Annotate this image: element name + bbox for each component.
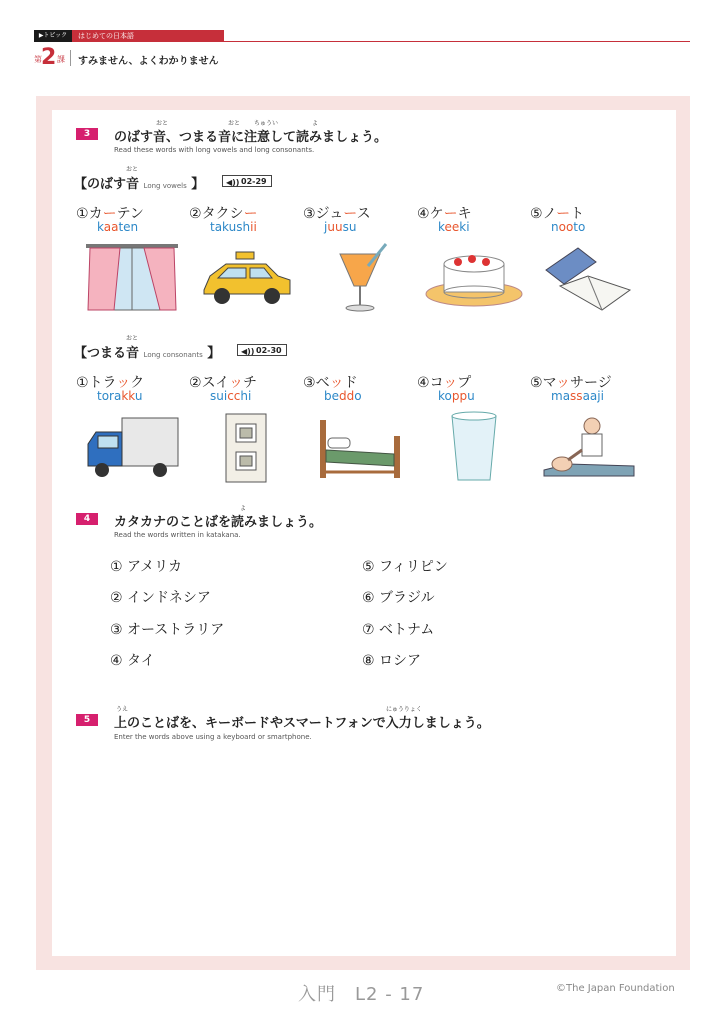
item-number: ⑤ bbox=[530, 375, 543, 391]
romaji-part: be bbox=[324, 389, 339, 403]
word-part: トラ bbox=[88, 375, 117, 391]
romaji-part: aaji bbox=[582, 389, 604, 403]
ruby: よ bbox=[240, 505, 247, 512]
section-4-subtitle: Read the words written in katakana. bbox=[114, 531, 241, 539]
romaji-highlight: kk bbox=[121, 389, 135, 403]
romaji-highlight: pp bbox=[451, 389, 468, 403]
romaji-part: su bbox=[342, 220, 357, 234]
word-part: ク bbox=[130, 375, 145, 391]
bed-icon bbox=[310, 410, 410, 489]
word-part: ケ bbox=[429, 206, 444, 222]
page-number: 入門 L2 - 17 bbox=[298, 984, 425, 1005]
massage-icon bbox=[538, 410, 638, 489]
katakana-word: ⑧ ロシア bbox=[362, 653, 422, 669]
juice-icon bbox=[310, 240, 410, 319]
word-part: キ bbox=[457, 206, 472, 222]
section-5-subtitle: Enter the words above using a keyboard or smartphone. bbox=[114, 733, 312, 741]
ruby: ちゅうい bbox=[254, 120, 279, 127]
romaji-part: ma bbox=[551, 389, 571, 403]
word-part: プ bbox=[457, 375, 472, 391]
long-consonants-label bbox=[74, 342, 220, 361]
item-number: ④ bbox=[417, 375, 430, 391]
cake-icon bbox=[424, 240, 524, 319]
romaji-part: u bbox=[134, 389, 143, 403]
romaji-highlight: dd bbox=[339, 389, 355, 403]
romaji-highlight: aa bbox=[103, 220, 119, 234]
katakana-word: ② インドネシア bbox=[110, 590, 211, 606]
item-number: ① bbox=[76, 375, 89, 391]
item-number: ③ bbox=[303, 206, 316, 222]
label-english: Long vowels bbox=[143, 182, 187, 190]
romaji-part: to bbox=[573, 220, 586, 234]
label-bracket: 】 bbox=[191, 177, 205, 192]
romaji-part: sui bbox=[210, 389, 228, 403]
romaji-part: hi bbox=[240, 389, 252, 403]
romaji-part: takush bbox=[210, 220, 251, 234]
ruby: うえ bbox=[116, 706, 129, 713]
word-part: ノ bbox=[542, 206, 557, 222]
section-4-title: カタカナのことばを読みましょう。 bbox=[114, 515, 323, 530]
item-number: ⑤ bbox=[530, 206, 543, 222]
word-highlight: ッ bbox=[443, 375, 458, 391]
label-text: 【のばす音 bbox=[74, 177, 140, 192]
katakana-word: ④ タイ bbox=[110, 653, 155, 669]
lesson-number: 2 bbox=[41, 45, 57, 70]
word-highlight: ッ bbox=[229, 375, 244, 391]
section-5-title: 上のことばを、キーボードやスマートフォンで入力しましょう。 bbox=[114, 716, 490, 731]
word-highlight: ー bbox=[556, 206, 571, 222]
word-highlight: ー bbox=[443, 206, 458, 222]
lesson-prefix: 第 bbox=[34, 55, 42, 64]
romaji-highlight: ss bbox=[570, 389, 583, 403]
katakana-word: ① アメリカ bbox=[110, 559, 183, 575]
copyright: ©The Japan Foundation bbox=[556, 983, 675, 994]
word-part: スイ bbox=[201, 375, 230, 391]
item-number: ① bbox=[76, 206, 89, 222]
word-romaji bbox=[324, 220, 356, 234]
section-4-number: 4 bbox=[76, 513, 98, 525]
item-number: ② bbox=[189, 375, 202, 391]
ruby: おと bbox=[126, 335, 139, 342]
katakana-word: ⑤ フィリピン bbox=[362, 559, 448, 575]
lesson-title: すみません、よくわかりません bbox=[78, 56, 219, 67]
curtain-icon bbox=[82, 240, 182, 319]
word-part: タクシ bbox=[201, 206, 244, 222]
katakana-word: ⑦ ベトナム bbox=[362, 622, 435, 638]
section-3-title: のばす音、つまる音に注意して読みましょう。 bbox=[114, 130, 388, 145]
romaji-part: ko bbox=[438, 389, 452, 403]
romaji-part: ki bbox=[459, 220, 470, 234]
word-part: マ bbox=[542, 375, 557, 391]
word-highlight: ー bbox=[243, 206, 258, 222]
truck-icon bbox=[82, 410, 182, 489]
word-highlight: ー bbox=[343, 206, 357, 222]
word-part: テン bbox=[116, 206, 144, 222]
speaker-icon: ◀)) bbox=[241, 347, 255, 356]
word-highlight: ッ bbox=[329, 375, 344, 391]
word-romaji bbox=[438, 220, 470, 234]
ruby: おと bbox=[126, 166, 139, 173]
item-number: ③ bbox=[303, 375, 316, 391]
topic-tag: ▶トピック bbox=[34, 30, 72, 42]
section-5-number: 5 bbox=[76, 714, 98, 726]
word-part: ジュ bbox=[315, 206, 344, 222]
section-3-subtitle: Read these words with long vowels and long consonants. bbox=[114, 146, 315, 154]
word-highlight: ッ bbox=[556, 375, 571, 391]
audio-track-number: 02-29 bbox=[241, 177, 267, 186]
romaji-highlight: uu bbox=[327, 220, 343, 234]
ruby: おと bbox=[156, 120, 169, 127]
word-romaji bbox=[551, 389, 604, 403]
romaji-highlight: cc bbox=[227, 389, 241, 403]
romaji-part: u bbox=[467, 389, 475, 403]
romaji-part: n bbox=[551, 220, 559, 234]
taxi-icon bbox=[196, 240, 296, 319]
word-romaji bbox=[97, 220, 138, 234]
speaker-icon: ◀)) bbox=[226, 178, 240, 187]
word-part: ス bbox=[356, 206, 371, 222]
header-divider bbox=[70, 50, 71, 66]
word-highlight: ー bbox=[102, 206, 117, 222]
romaji-part: k bbox=[97, 220, 104, 234]
romaji-part: tora bbox=[97, 389, 122, 403]
book-title: はじめての日本語 bbox=[72, 30, 224, 42]
katakana-word: ⑥ ブラジル bbox=[362, 590, 435, 606]
notebook-icon bbox=[538, 240, 638, 319]
label-english: Long consonants bbox=[143, 351, 203, 359]
word-part: コ bbox=[429, 375, 444, 391]
word-romaji bbox=[210, 220, 257, 234]
item-number: ④ bbox=[417, 206, 430, 222]
switch-icon bbox=[196, 410, 296, 489]
audio-track-button[interactable] bbox=[237, 344, 287, 356]
audio-track-number: 02-30 bbox=[256, 346, 282, 355]
romaji-part: k bbox=[438, 220, 445, 234]
header-rule bbox=[224, 41, 690, 42]
word-romaji bbox=[551, 220, 585, 234]
word-romaji bbox=[210, 389, 251, 403]
romaji-part: ten bbox=[118, 220, 139, 234]
lesson-suffix: 課 bbox=[57, 55, 65, 64]
word-part: ト bbox=[570, 206, 585, 222]
word-romaji bbox=[324, 389, 362, 403]
word-part: カ bbox=[88, 206, 103, 222]
romaji-highlight: ee bbox=[444, 220, 460, 234]
ruby: おと bbox=[228, 120, 241, 127]
word-highlight: ッ bbox=[116, 375, 131, 391]
ruby: にゅうりょく bbox=[386, 706, 422, 713]
word-part: サージ bbox=[570, 375, 612, 391]
cup-icon bbox=[424, 410, 524, 489]
audio-track-button[interactable] bbox=[222, 175, 272, 187]
section-3-number: 3 bbox=[76, 128, 98, 140]
romaji-highlight: ii bbox=[250, 220, 257, 234]
label-text: 【つまる音 bbox=[74, 346, 140, 361]
romaji-part: o bbox=[354, 389, 362, 403]
word-romaji bbox=[97, 389, 142, 403]
long-vowels-label bbox=[74, 173, 204, 192]
romaji-highlight: oo bbox=[558, 220, 574, 234]
ruby: よ bbox=[312, 120, 319, 127]
romaji-part: j bbox=[324, 220, 328, 234]
word-part: チ bbox=[243, 375, 258, 391]
katakana-word: ③ オーストラリア bbox=[110, 622, 225, 638]
word-part: ド bbox=[343, 375, 358, 391]
word-part: ベ bbox=[315, 375, 330, 391]
word-romaji bbox=[438, 389, 475, 403]
label-bracket: 】 bbox=[207, 346, 221, 361]
item-number: ② bbox=[189, 206, 202, 222]
